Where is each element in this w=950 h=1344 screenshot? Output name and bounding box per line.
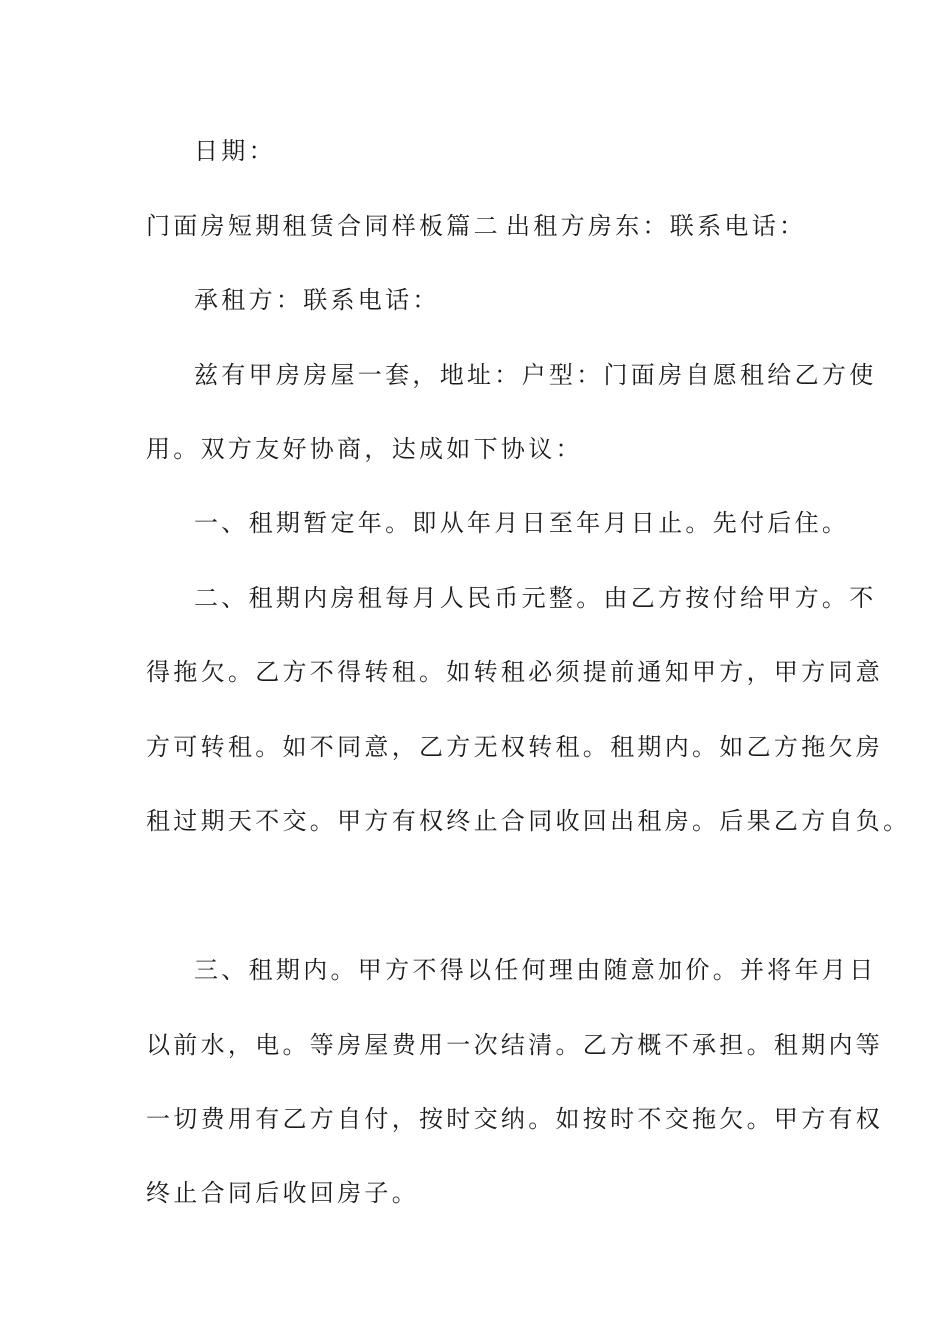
clause-3-line-3: 一切费用有乙方自付，按时交纳。如按时不交拖欠。甲方有权 — [146, 1105, 884, 1133]
document-title: 门面房短期租赁合同样板篇二 — [146, 212, 501, 240]
intro-line-1: 兹有甲房房屋一套，地址：户型：门面房自愿租给乙方使 — [194, 361, 877, 389]
clause-2-line-1: 二、租期内房租每月人民币元整。由乙方按付给甲方。不 — [194, 584, 877, 612]
clause-2-line-2: 得拖欠。乙方不得转租。如转租必须提前通知甲方，甲方同意 — [146, 658, 884, 686]
intro-line-2: 用。双方友好协商，达成如下协议： — [146, 435, 583, 463]
lessee-line: 承租方：联系电话： — [194, 286, 440, 314]
clause-2-line-4: 租过期天不交。甲方有权终止合同收回出租房。后果乙方自负。 — [146, 807, 911, 835]
clause-1-line-1: 一、租期暂定年。即从年月日至年月日止。先付后住。 — [194, 509, 850, 537]
lessor-line: 出租方房东：联系电话： — [506, 212, 807, 240]
clause-3-line-4: 终止合同后收回房子。 — [146, 1179, 419, 1207]
date-label: 日期： — [194, 137, 276, 165]
clause-3-line-1: 三、租期内。甲方不得以任何理由随意加价。并将年月日 — [194, 956, 877, 984]
clause-3-line-2: 以前水，电。等房屋费用一次结清。乙方概不承担。租期内等 — [146, 1031, 884, 1059]
clause-2-line-3: 方可转租。如不同意，乙方无权转租。租期内。如乙方拖欠房 — [146, 733, 884, 761]
